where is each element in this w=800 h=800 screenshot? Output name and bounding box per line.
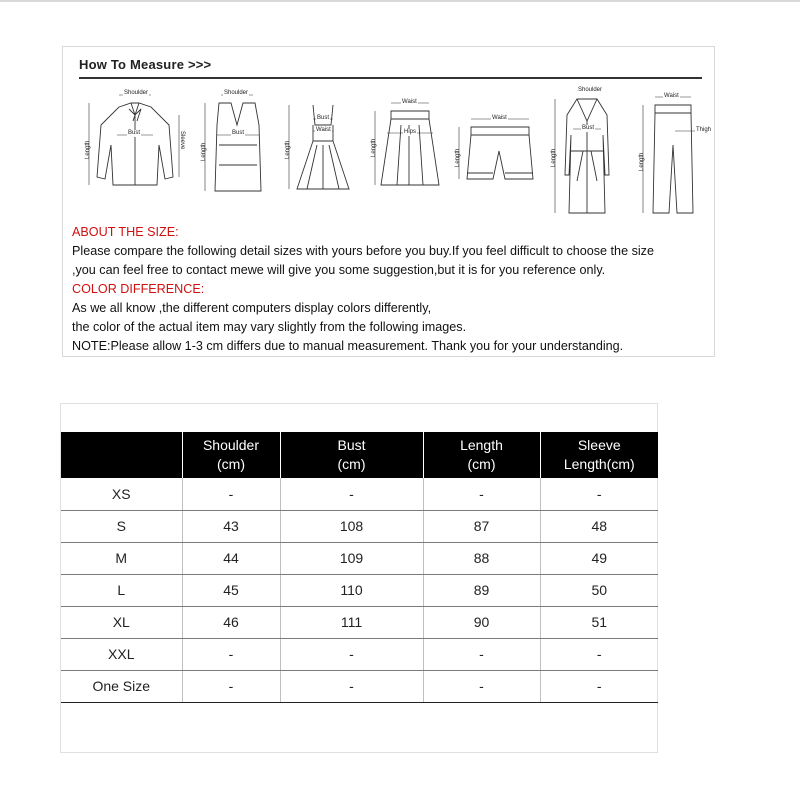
length-cell: 89: [423, 574, 540, 606]
header-unit: (cm): [217, 456, 245, 472]
about-size-heading: ABOUT THE SIZE:: [72, 225, 179, 239]
bust-cell: 111: [280, 606, 423, 638]
header-bust: [280, 432, 423, 478]
color-difference-line-1: As we all know ,the different computers display colors differently,: [72, 301, 432, 315]
bust-cell: -: [280, 478, 423, 510]
sleeve-cell: 50: [540, 574, 658, 606]
bust-cell: -: [280, 638, 423, 670]
coat-drawing-icon: [547, 85, 627, 225]
title-underline: [79, 77, 702, 79]
table-row: [61, 478, 658, 510]
size-cell: L: [61, 574, 182, 606]
dress-figure: [283, 85, 363, 225]
shirt-shoulder-label: Shoulder: [124, 90, 149, 96]
sleeve-cell: -: [540, 638, 658, 670]
vest-shoulder-label: Shoulder: [224, 90, 249, 96]
coat-figure: [547, 85, 627, 225]
header-unit: (cm): [337, 456, 366, 472]
size-cell: XL: [61, 606, 182, 638]
bust-cell: -: [280, 670, 423, 702]
table-header-row: [61, 432, 658, 478]
shorts-waist-label: Waist: [492, 115, 507, 121]
shoulder-cell: 43: [182, 510, 280, 542]
shoulder-cell: 45: [182, 574, 280, 606]
shirt-figure: [79, 85, 189, 225]
vest-drawing-icon: [197, 85, 277, 225]
vest-figure: [197, 85, 277, 225]
header-shoulder: [182, 432, 280, 478]
header-unit: Length(cm): [563, 456, 635, 472]
header-size: [61, 432, 182, 478]
shirt-sleeve-label: Sleeve: [179, 131, 185, 150]
dress-length-label: Length: [285, 140, 291, 159]
vest-bust-label: Bust: [232, 130, 245, 136]
measure-guide-panel: [62, 46, 715, 357]
bust-cell: 108: [280, 510, 423, 542]
dress-bust-label: Bust: [317, 115, 330, 121]
table-row: [61, 670, 658, 702]
top-divider: [0, 0, 800, 2]
length-cell: 90: [423, 606, 540, 638]
sleeve-cell: 48: [540, 510, 658, 542]
pants-length-label: Length: [639, 152, 645, 171]
shoulder-cell: 44: [182, 542, 280, 574]
bust-cell: 109: [280, 542, 423, 574]
coat-shoulder-label: Shoulder: [578, 87, 603, 93]
vest-length-label: Length: [201, 142, 207, 161]
color-difference-heading: COLOR DIFFERENCE:: [72, 282, 205, 296]
sleeve-cell: 51: [540, 606, 658, 638]
length-cell: 88: [423, 542, 540, 574]
measurement-note: NOTE:Please allow 1-3 cm differs due to manual measurement. Thank you for your understanding.: [72, 339, 624, 353]
about-size-line-2: ,you can feel free to contact mewe will give you some suggestion,but it is for you reference only.: [72, 263, 606, 277]
bust-cell: 110: [280, 574, 423, 606]
shoulder-cell: -: [182, 638, 280, 670]
table-row: [61, 574, 658, 606]
shirt-bust-label: Bust: [128, 130, 141, 136]
size-notes: [72, 223, 712, 356]
coat-length-label: Length: [551, 148, 557, 167]
shorts-figure: [451, 85, 541, 225]
skirt-drawing-icon: [369, 85, 449, 225]
sleeve-cell: -: [540, 478, 658, 510]
header-length: [423, 432, 540, 478]
skirt-hips-label: Hips: [404, 129, 417, 135]
size-chart-table: [61, 432, 658, 703]
pants-thigh-label: Thigh: [696, 127, 712, 133]
shorts-length-label: Length: [455, 148, 461, 167]
size-cell: M: [61, 542, 182, 574]
size-cell: S: [61, 510, 182, 542]
length-cell: 87: [423, 510, 540, 542]
skirt-length-label: Length: [371, 138, 377, 157]
pants-figure: [633, 85, 713, 225]
shoulder-cell: 46: [182, 606, 280, 638]
shorts-drawing-icon: [451, 85, 541, 225]
shirt-length-label: Length: [85, 140, 91, 159]
skirt-waist-label: Waist: [402, 99, 417, 105]
skirt-figure: [369, 85, 449, 225]
table-row: [61, 510, 658, 542]
size-cell: XXL: [61, 638, 182, 670]
header-line: Shoulder: [202, 437, 260, 453]
header-line: Length: [460, 437, 503, 453]
header-unit: (cm): [467, 456, 496, 472]
shoulder-cell: -: [182, 670, 280, 702]
length-cell: -: [423, 670, 540, 702]
table-row: [61, 606, 658, 638]
sleeve-cell: 49: [540, 542, 658, 574]
size-cell: One Size: [61, 670, 182, 702]
measure-figures: [79, 85, 712, 225]
coat-bust-label: Bust: [582, 125, 595, 131]
header-line: Sleeve: [577, 437, 621, 453]
table-row: [61, 542, 658, 574]
shirt-drawing-icon: [79, 85, 189, 225]
header-line: Bust: [337, 437, 366, 453]
length-cell: -: [423, 638, 540, 670]
dress-drawing-icon: [283, 85, 363, 225]
measure-guide-title: How To Measure >>>: [79, 57, 212, 72]
size-cell: XS: [61, 478, 182, 510]
header-sleeve-length: [540, 432, 658, 478]
length-cell: -: [423, 478, 540, 510]
table-row: [61, 638, 658, 670]
sleeve-cell: -: [540, 670, 658, 702]
dress-waist-label: Waist: [316, 127, 331, 133]
pants-waist-label: Waist: [664, 93, 679, 99]
color-difference-line-2: the color of the actual item may vary slightly from the following images.: [72, 320, 467, 334]
about-size-line-1: Please compare the following detail sizes with yours before you buy.If you feel difficult to choose the size: [72, 244, 654, 258]
shoulder-cell: -: [182, 478, 280, 510]
